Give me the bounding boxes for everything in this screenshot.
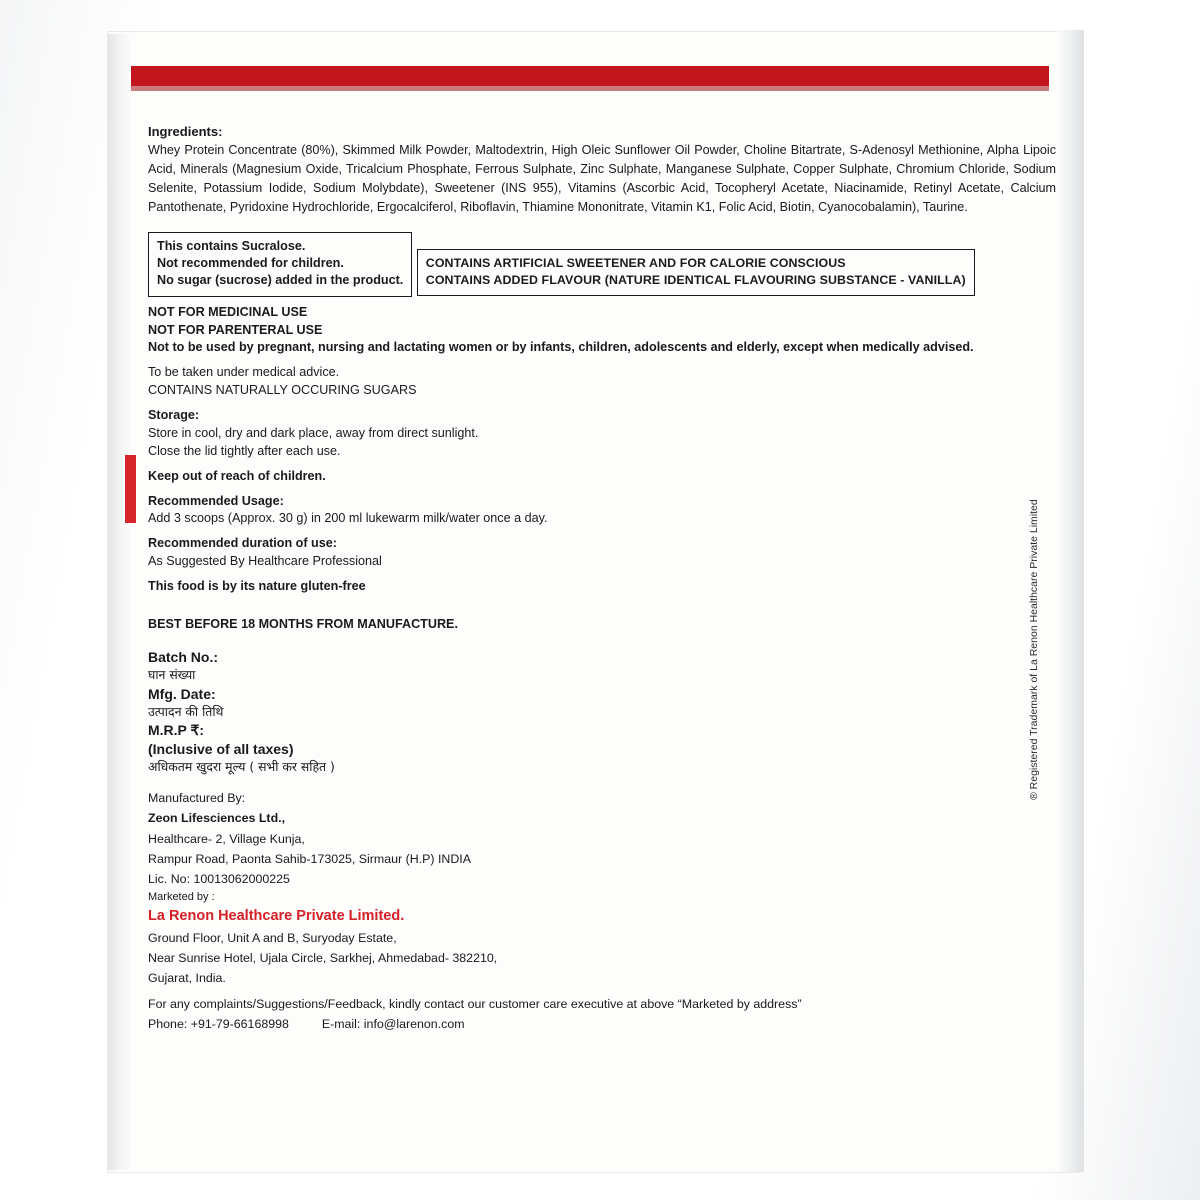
usage-text: Add 3 scoops (Approx. 30 g) in 200 ml lukewarm milk/water once a day.	[148, 511, 548, 526]
sucralose-line-2: Not recommended for children.	[157, 255, 344, 270]
sweetener-line-1: CONTAINS ARTIFICIAL SWEETENER AND FOR CALORIE CONSCIOUS	[425, 256, 846, 271]
left-red-tab	[125, 455, 136, 523]
manufacturer-license: Lic. No: 10013062000225	[148, 871, 290, 886]
top-red-bar	[131, 66, 1049, 86]
not-for-parenteral-use: NOT FOR PARENTERAL USE	[148, 322, 323, 337]
pregnancy-warning: Not to be used by pregnant, nursing and lactating women or by infants, children, adolescents and elderly, except when medically advised.	[148, 340, 974, 355]
ingredients-section	[148, 124, 1056, 218]
sucralose-line-1: This contains Sucralose.	[157, 238, 306, 253]
not-for-medicinal-use: NOT FOR MEDICINAL USE	[148, 304, 308, 319]
marketer-block	[148, 889, 994, 988]
batch-number-label-hindi: घान संख्या	[148, 667, 196, 682]
manufacturer-address-2: Rampur Road, Paonta Sahib-173025, Sirmaur (H.P) INDIA	[148, 851, 471, 866]
marketer-name: La Renon Healthcare Private Limited.	[148, 908, 405, 925]
best-before-note: BEST BEFORE 18 MONTHS FROM MANUFACTURE.	[148, 616, 458, 631]
manufacturer-block	[148, 788, 994, 888]
manufacturer-address-1: Healthcare- 2, Village Kunja,	[148, 831, 305, 846]
mrp-tax-note: (Inclusive of all taxes)	[148, 740, 294, 757]
manufacturer-name: Zeon Lifesciences Ltd.,	[148, 811, 286, 826]
top-red-bar-shadow	[131, 86, 1049, 91]
marketer-address-1: Ground Floor, Unit A and B, Suryoday Estate,	[148, 930, 397, 945]
storage-line-2: Close the lid tightly after each use.	[148, 443, 341, 458]
mfg-date-label-hindi: उत्पादन की तिथि	[148, 703, 224, 719]
batch-details	[148, 648, 994, 777]
manufactured-by-heading: Manufactured By:	[148, 791, 246, 806]
sweetener-line-2: CONTAINS ADDED FLAVOUR (NATURE IDENTICAL FLAVOURING SUBSTANCE - VANILLA)	[425, 273, 966, 288]
mrp-label: M.R.P ₹:	[148, 722, 205, 739]
mrp-label-hindi: अधिकतम खुदरा मूल्य ( सभी कर सहित )	[148, 758, 335, 774]
contact-phone: Phone: +91-79-66168998	[148, 1016, 289, 1031]
customer-care-note: For any complaints/Suggestions/Feedback, kindly contact our customer care executive at above “Marketed by address”	[148, 997, 802, 1012]
medical-advice-note: To be taken under medical advice.	[148, 365, 340, 380]
mfg-date-label: Mfg. Date:	[148, 685, 216, 702]
contact-line	[148, 1015, 994, 1035]
package-right-edge	[1058, 30, 1084, 1172]
sucralose-notice-box	[148, 232, 412, 297]
duration-heading: Recommended duration of use:	[148, 536, 337, 551]
marketer-address-3: Gujarat, India.	[148, 971, 226, 986]
duration-text: As Suggested By Healthcare Professional	[148, 554, 382, 569]
usage-heading: Recommended Usage:	[148, 493, 284, 508]
sweetener-notice-box	[417, 249, 975, 296]
package-left-edge	[108, 34, 130, 1170]
marketer-address-2: Near Sunrise Hotel, Ujala Circle, Sarkhej, Ahmedabad- 382210,	[148, 950, 498, 965]
sucralose-line-3: No sugar (sucrose) added in the product.	[157, 273, 404, 288]
trademark-vertical-text: ® Registered Trademark of La Renon Healthcare Private Limited	[1028, 499, 1040, 800]
marketed-by-heading: Marketed by :	[148, 890, 215, 903]
storage-line-1: Store in cool, dry and dark place, away from direct sunlight.	[148, 425, 479, 440]
batch-number-label: Batch No.:	[148, 648, 218, 665]
gluten-free-note: This food is by its nature gluten-free	[148, 579, 366, 594]
ingredients-body: Whey Protein Concentrate (80%), Skimmed Milk Powder, Maltodextrin, High Oleic Sunflower Oil Powder, Choline Bitartrate, S-Adenosyl Methionine, Alpha Lipoic Acid, Minerals (Magnesium Oxide, Tricalcium Phosphate, Ferrous Sulphate, Zinc Sulphate, Manganese Sulphate, Copper Sulphate, Chromium Chloride, Sodium Selenite, Potassium Iodide, Sodium Molybdate), Sweetener (INS 955), Vitamins (Ascorbic Acid, Tocopheryl Acetate, Niacinamide, Retinyl Acetate, Calcium Pantothenate, Pyridoxine Hydrochloride, Ergocalciferol, Riboflavin, Thiamine Mononitrate, Vitamin K1, Folic Acid, Biotin, Cyanocobalamin), Taurine.	[148, 143, 1056, 215]
ingredients-heading: Ingredients:	[148, 124, 223, 139]
natural-sugars-note: CONTAINS NATURALLY OCCURING SUGARS	[148, 383, 417, 398]
keep-out-of-reach: Keep out of reach of children.	[148, 468, 326, 483]
contact-email: E-mail: info@larenon.com	[321, 1016, 465, 1031]
storage-heading: Storage:	[148, 408, 200, 423]
